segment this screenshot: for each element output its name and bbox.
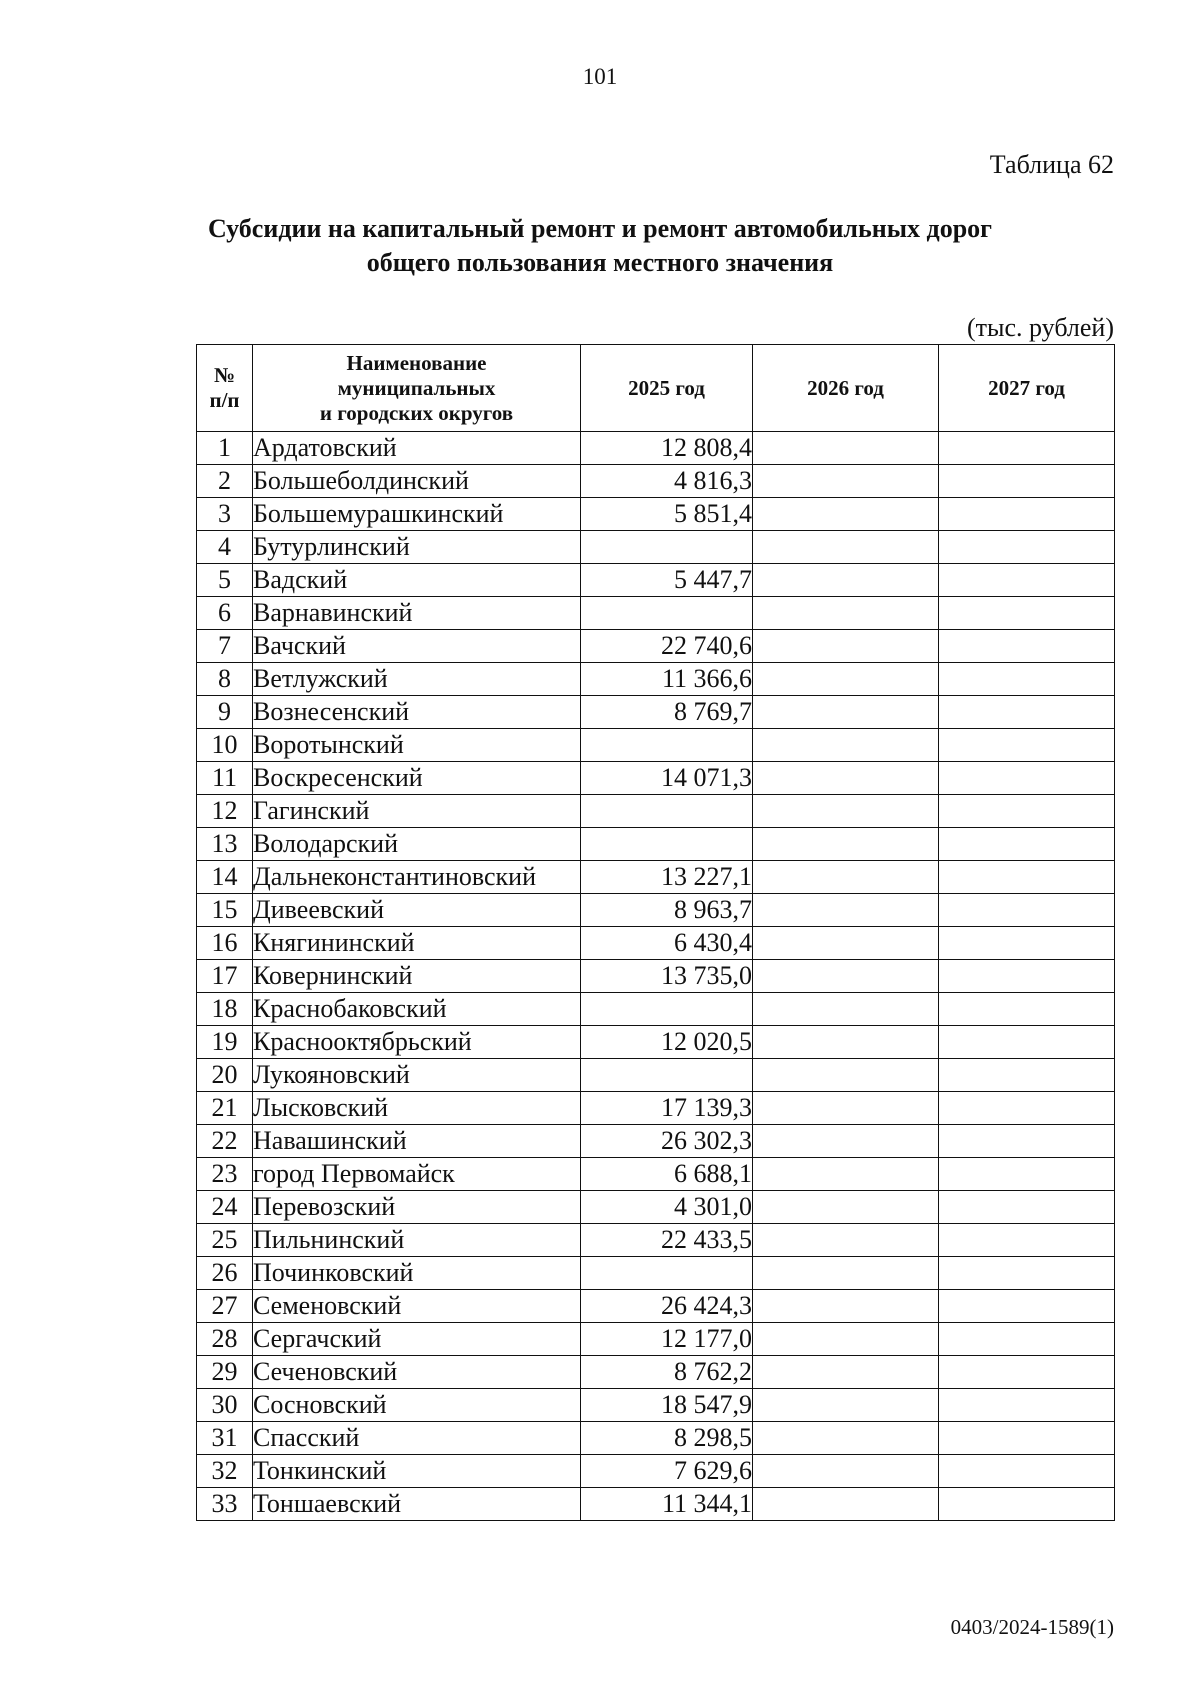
header-num-line-2: п/п (209, 388, 240, 412)
municipality-name: Навашинский (253, 1125, 581, 1158)
value-2027 (939, 531, 1115, 564)
value-2025 (581, 1059, 753, 1092)
value-2026 (753, 597, 939, 630)
value-2027 (939, 1323, 1115, 1356)
value-2025 (581, 597, 753, 630)
municipality-name: Вознесенский (253, 696, 581, 729)
value-2027 (939, 465, 1115, 498)
header-2025: 2025 год (581, 345, 753, 432)
municipality-name: Ветлужский (253, 663, 581, 696)
row-number: 20 (197, 1059, 253, 1092)
row-number: 5 (197, 564, 253, 597)
value-2025: 26 424,3 (581, 1290, 753, 1323)
table-row (197, 861, 1115, 894)
value-2026 (753, 1356, 939, 1389)
value-2025: 6 688,1 (581, 1158, 753, 1191)
value-2026 (753, 1257, 939, 1290)
row-number: 10 (197, 729, 253, 762)
value-2027 (939, 1191, 1115, 1224)
table-row (197, 729, 1115, 762)
value-2026 (753, 1389, 939, 1422)
value-2026 (753, 1290, 939, 1323)
value-2027 (939, 1422, 1115, 1455)
value-2025 (581, 993, 753, 1026)
value-2025: 4 816,3 (581, 465, 753, 498)
value-2027 (939, 927, 1115, 960)
value-2026 (753, 1191, 939, 1224)
header-name (253, 345, 581, 432)
municipality-name: Бутурлинский (253, 531, 581, 564)
table-row (197, 1290, 1115, 1323)
value-2026 (753, 1323, 939, 1356)
table-body (197, 432, 1115, 1521)
value-2026 (753, 729, 939, 762)
row-number: 16 (197, 927, 253, 960)
row-number: 6 (197, 597, 253, 630)
value-2026 (753, 432, 939, 465)
value-2025: 17 139,3 (581, 1092, 753, 1125)
row-number: 33 (197, 1488, 253, 1521)
table-row (197, 828, 1115, 861)
value-2026 (753, 1224, 939, 1257)
value-2027 (939, 1092, 1115, 1125)
value-2025: 8 769,7 (581, 696, 753, 729)
table-row (197, 498, 1115, 531)
value-2027 (939, 1224, 1115, 1257)
value-2025: 6 430,4 (581, 927, 753, 960)
value-2025 (581, 531, 753, 564)
value-2027 (939, 1125, 1115, 1158)
table-row (197, 696, 1115, 729)
value-2025 (581, 828, 753, 861)
municipality-name: Тоншаевский (253, 1488, 581, 1521)
row-number: 24 (197, 1191, 253, 1224)
table-row (197, 1158, 1115, 1191)
table-header-row (197, 345, 1115, 432)
value-2027 (939, 1389, 1115, 1422)
municipality-name: Ковернинский (253, 960, 581, 993)
municipality-name: Ардатовский (253, 432, 581, 465)
value-2026 (753, 861, 939, 894)
table-row (197, 1257, 1115, 1290)
value-2025: 12 808,4 (581, 432, 753, 465)
value-2025: 12 020,5 (581, 1026, 753, 1059)
table-row (197, 663, 1115, 696)
value-2026 (753, 531, 939, 564)
header-2026: 2026 год (753, 345, 939, 432)
value-2026 (753, 630, 939, 663)
table-row (197, 1092, 1115, 1125)
row-number: 11 (197, 762, 253, 795)
value-2027 (939, 630, 1115, 663)
municipality-name: Варнавинский (253, 597, 581, 630)
table-row (197, 630, 1115, 663)
municipality-name: Большемурашкинский (253, 498, 581, 531)
municipality-name: Воскресенский (253, 762, 581, 795)
subsidy-table (196, 344, 1115, 1521)
value-2026 (753, 894, 939, 927)
header-name-line-3: и городских округов (319, 400, 514, 425)
municipality-name: Большеболдинский (253, 465, 581, 498)
table-row (197, 1488, 1115, 1521)
municipality-name: Княгининский (253, 927, 581, 960)
value-2027 (939, 597, 1115, 630)
municipality-name: Дивеевский (253, 894, 581, 927)
municipality-name: Спасский (253, 1422, 581, 1455)
value-2026 (753, 1059, 939, 1092)
row-number: 8 (197, 663, 253, 696)
municipality-name: Сеченовский (253, 1356, 581, 1389)
value-2027 (939, 1158, 1115, 1191)
municipality-name: Вадский (253, 564, 581, 597)
value-2025: 13 227,1 (581, 861, 753, 894)
value-2026 (753, 564, 939, 597)
row-number: 22 (197, 1125, 253, 1158)
document-title (150, 212, 1050, 280)
value-2025: 18 547,9 (581, 1389, 753, 1422)
table-row (197, 1026, 1115, 1059)
table-row (197, 1191, 1115, 1224)
table-row (197, 927, 1115, 960)
value-2027 (939, 993, 1115, 1026)
municipality-name: Гагинский (253, 795, 581, 828)
municipality-name: Краснооктябрьский (253, 1026, 581, 1059)
value-2027 (939, 1455, 1115, 1488)
municipality-name: Воротынский (253, 729, 581, 762)
value-2027 (939, 1026, 1115, 1059)
page-number: 101 (582, 64, 618, 89)
table-row (197, 1455, 1115, 1488)
value-2025: 8 963,7 (581, 894, 753, 927)
row-number: 28 (197, 1323, 253, 1356)
row-number: 9 (197, 696, 253, 729)
value-2026 (753, 960, 939, 993)
municipality-name: Вачский (253, 630, 581, 663)
value-2026 (753, 1125, 939, 1158)
value-2026 (753, 1422, 939, 1455)
row-number: 21 (197, 1092, 253, 1125)
municipality-name: Семеновский (253, 1290, 581, 1323)
row-number: 26 (197, 1257, 253, 1290)
table-row (197, 1422, 1115, 1455)
row-number: 31 (197, 1422, 253, 1455)
value-2025 (581, 795, 753, 828)
table-label: Таблица 62 (989, 150, 1114, 179)
value-2027 (939, 894, 1115, 927)
municipality-name: Сергачский (253, 1323, 581, 1356)
table-row (197, 762, 1115, 795)
document-code: 0403/2024-1589(1) (950, 1615, 1114, 1639)
municipality-name: Краснобаковский (253, 993, 581, 1026)
value-2025: 4 301,0 (581, 1191, 753, 1224)
value-2025: 11 344,1 (581, 1488, 753, 1521)
value-2025: 7 629,6 (581, 1455, 753, 1488)
row-number: 32 (197, 1455, 253, 1488)
table-row (197, 531, 1115, 564)
value-2025: 5 447,7 (581, 564, 753, 597)
value-2025: 12 177,0 (581, 1323, 753, 1356)
value-2025: 8 762,2 (581, 1356, 753, 1389)
value-2026 (753, 828, 939, 861)
value-2027 (939, 1257, 1115, 1290)
value-2025: 22 740,6 (581, 630, 753, 663)
value-2027 (939, 1356, 1115, 1389)
value-2027 (939, 663, 1115, 696)
row-number: 30 (197, 1389, 253, 1422)
row-number: 4 (197, 531, 253, 564)
value-2026 (753, 1488, 939, 1521)
value-2026 (753, 795, 939, 828)
value-2025: 22 433,5 (581, 1224, 753, 1257)
value-2026 (753, 663, 939, 696)
value-2027 (939, 861, 1115, 894)
value-2026 (753, 1092, 939, 1125)
table-row (197, 1389, 1115, 1422)
header-num (197, 345, 253, 432)
row-number: 17 (197, 960, 253, 993)
table-row (197, 1059, 1115, 1092)
row-number: 7 (197, 630, 253, 663)
header-num-line-1: № (213, 363, 236, 387)
value-2025: 8 298,5 (581, 1422, 753, 1455)
value-2025: 14 071,3 (581, 762, 753, 795)
table-row (197, 597, 1115, 630)
table-row (197, 1323, 1115, 1356)
value-2027 (939, 432, 1115, 465)
row-number: 14 (197, 861, 253, 894)
row-number: 23 (197, 1158, 253, 1191)
value-2027 (939, 795, 1115, 828)
value-2026 (753, 1158, 939, 1191)
row-number: 27 (197, 1290, 253, 1323)
header-name-line-2: муниципальных (337, 375, 496, 400)
units-label: (тыс. рублей) (966, 313, 1114, 342)
table-row (197, 894, 1115, 927)
municipality-name: город Первомайск (253, 1158, 581, 1191)
value-2027 (939, 1290, 1115, 1323)
municipality-name: Володарский (253, 828, 581, 861)
row-number: 25 (197, 1224, 253, 1257)
value-2026 (753, 1455, 939, 1488)
value-2026 (753, 465, 939, 498)
row-number: 19 (197, 1026, 253, 1059)
title-line-2: общего пользования местного значения (366, 248, 834, 277)
municipality-name: Тонкинский (253, 1455, 581, 1488)
value-2026 (753, 696, 939, 729)
municipality-name: Сосновский (253, 1389, 581, 1422)
row-number: 15 (197, 894, 253, 927)
table-row (197, 795, 1115, 828)
table-row (197, 465, 1115, 498)
municipality-name: Пильнинский (253, 1224, 581, 1257)
title-line-1: Субсидии на капитальный ремонт и ремонт автомобильных дорог (208, 214, 992, 243)
row-number: 12 (197, 795, 253, 828)
value-2026 (753, 498, 939, 531)
table-row (197, 1125, 1115, 1158)
value-2027 (939, 960, 1115, 993)
value-2025: 13 735,0 (581, 960, 753, 993)
value-2027 (939, 762, 1115, 795)
value-2025: 11 366,6 (581, 663, 753, 696)
row-number: 18 (197, 993, 253, 1026)
municipality-name: Починковский (253, 1257, 581, 1290)
value-2027 (939, 729, 1115, 762)
municipality-name: Перевозский (253, 1191, 581, 1224)
row-number: 2 (197, 465, 253, 498)
value-2025 (581, 1257, 753, 1290)
header-2027: 2027 год (939, 345, 1115, 432)
table-row (197, 960, 1115, 993)
value-2025 (581, 729, 753, 762)
value-2026 (753, 762, 939, 795)
value-2027 (939, 828, 1115, 861)
value-2026 (753, 1026, 939, 1059)
table-row (197, 993, 1115, 1026)
value-2027 (939, 696, 1115, 729)
table-row (197, 432, 1115, 465)
value-2026 (753, 927, 939, 960)
row-number: 29 (197, 1356, 253, 1389)
municipality-name: Дальнеконстантиновский (253, 861, 581, 894)
row-number: 13 (197, 828, 253, 861)
value-2026 (753, 993, 939, 1026)
value-2025: 26 302,3 (581, 1125, 753, 1158)
table-row (197, 564, 1115, 597)
value-2027 (939, 564, 1115, 597)
value-2027 (939, 1488, 1115, 1521)
row-number: 1 (197, 432, 253, 465)
table-row (197, 1356, 1115, 1389)
table-row (197, 1224, 1115, 1257)
value-2025: 5 851,4 (581, 498, 753, 531)
municipality-name: Лысковский (253, 1092, 581, 1125)
municipality-name: Лукояновский (253, 1059, 581, 1092)
value-2027 (939, 498, 1115, 531)
row-number: 3 (197, 498, 253, 531)
value-2027 (939, 1059, 1115, 1092)
header-name-line-1: Наименование (346, 350, 487, 375)
